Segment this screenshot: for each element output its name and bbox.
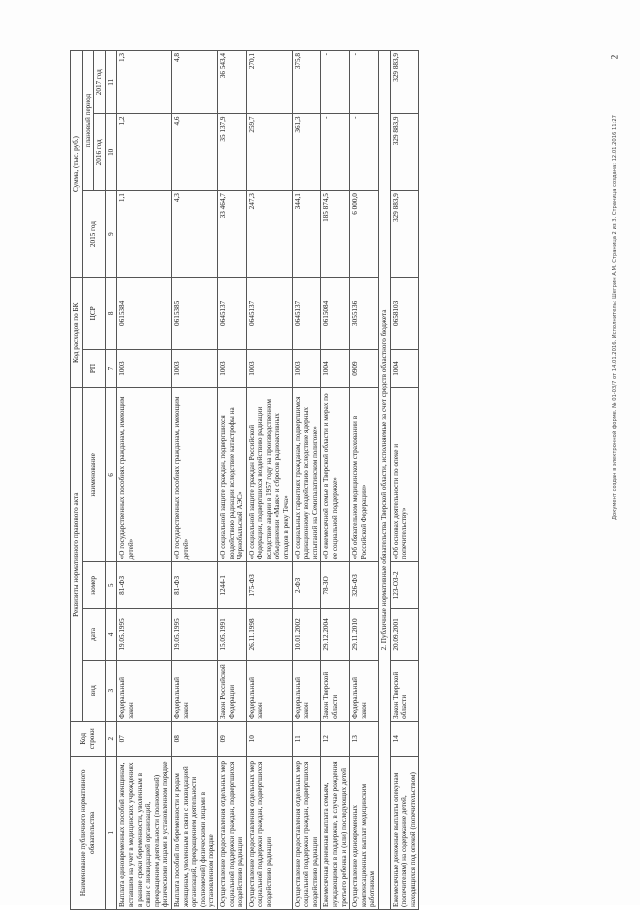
row-sum-2016: 329 883,9 bbox=[390, 114, 419, 191]
section2-body bbox=[379, 51, 391, 910]
row-act-name: «О государственных пособиях гражданам, имеющим детей» bbox=[171, 388, 217, 562]
row-sum-2016: - bbox=[350, 114, 379, 191]
table-row bbox=[217, 51, 246, 910]
col-num: 8 bbox=[105, 278, 117, 350]
row-rp: 1003 bbox=[246, 349, 292, 388]
table-row bbox=[321, 51, 350, 910]
row-num: 78-ЗО bbox=[321, 562, 350, 609]
row-csr: 0615384 bbox=[117, 278, 172, 350]
footer-note: Документ создан в электронной форме. № 01-03/7 от 14.01.2016. Исполнитель: Шегрин А.М. Страница 2 из 3. Страница создана: 12.01.2016 11:27 bbox=[612, 115, 618, 520]
page-number: 2 bbox=[608, 54, 619, 60]
section2-rows bbox=[390, 51, 419, 910]
table-row bbox=[246, 51, 292, 910]
row-sum-2015: 4,3 bbox=[171, 191, 217, 278]
col-num: 6 bbox=[105, 388, 117, 562]
row-csr: 0645137 bbox=[292, 278, 321, 350]
table-row bbox=[350, 51, 379, 910]
header-date: дата bbox=[82, 609, 105, 660]
row-act-name: «О социальной защите граждан Российской Федерации, подвергшихся воздействию радиации вследствие аварии в 1957 году на производственном объединении «Маяк» и сбросов радиоактивных отходов в реку Теча» bbox=[246, 388, 292, 562]
header-bk: Код расходов по БК bbox=[71, 278, 83, 388]
row-code: 14 bbox=[390, 721, 419, 756]
row-vid: Закон Тверской области bbox=[390, 660, 419, 721]
row-rp: 1004 bbox=[390, 349, 419, 388]
header-2017: 2017 год bbox=[94, 51, 106, 114]
header-2016: 2016 год bbox=[94, 114, 106, 191]
col-num: 4 bbox=[105, 609, 117, 660]
table-row bbox=[117, 51, 172, 910]
row-rp: 0909 bbox=[350, 349, 379, 388]
row-date: 15.05.1991 bbox=[217, 609, 246, 660]
row-act-name: «О ежемесячной семье в Тверской области и мерах по ее социальной поддержке» bbox=[321, 388, 350, 562]
row-sum-2015: 185 874,5 bbox=[321, 191, 350, 278]
col-num: 2 bbox=[105, 721, 117, 756]
row-date: 19.05.1995 bbox=[171, 609, 217, 660]
row-vid: Федеральный закон bbox=[350, 660, 379, 721]
row-vid: Закон Тверской области bbox=[321, 660, 350, 721]
header-csr: ЦСР bbox=[82, 278, 105, 350]
row-num: 123-ОЗ-2 bbox=[390, 562, 419, 609]
row-code: 10 bbox=[246, 721, 292, 756]
row-vid: Федеральный закон bbox=[292, 660, 321, 721]
row-num: 1244-1 bbox=[217, 562, 246, 609]
row-sum-2016: - bbox=[321, 114, 350, 191]
row-code: 13 bbox=[350, 721, 379, 756]
row-date: 19.05.1995 bbox=[117, 609, 172, 660]
row-csr: 0645137 bbox=[217, 278, 246, 350]
row-name: Ежемесячные денежные выплаты опекунам (попечителям) на содержание детей, находящихся под опекой (попечительством) bbox=[390, 756, 419, 909]
row-sum-2015: 329 883,9 bbox=[390, 191, 419, 278]
row-date: 10.01.2002 bbox=[292, 609, 321, 660]
row-act-name: «Об обязательном медицинском страховании в Российской Федерации» bbox=[350, 388, 379, 562]
row-date: 26.11.1998 bbox=[246, 609, 292, 660]
row-csr: 0615084 bbox=[321, 278, 350, 350]
row-csr: 3055136 bbox=[350, 278, 379, 350]
header-plan: плановый период bbox=[82, 51, 94, 191]
row-sum-2017: - bbox=[350, 51, 379, 114]
header-sum: Сумма, (тыс. руб.) bbox=[71, 51, 83, 278]
row-vid: Федеральный закон bbox=[171, 660, 217, 721]
row-sum-2016: 259,7 bbox=[246, 114, 292, 191]
row-sum-2015: 6 000,0 bbox=[350, 191, 379, 278]
row-name: Осуществление предоставления отдельных мер социальной поддержки граждан, подвергшихся воздействию радиации bbox=[292, 756, 321, 909]
row-sum-2017: 329 883,9 bbox=[390, 51, 419, 114]
row-rp: 1004 bbox=[321, 349, 350, 388]
header-2015: 2015 год bbox=[82, 191, 105, 278]
row-name: Выплата единовременных пособий женщинам, вставшим на учет в медицинских учреждениях в ранние сроки беременности, уволенным в связи с ликвидацией организаций, прекращением деятельности (полномочий) физическими лицами в установленном порядке bbox=[117, 756, 172, 909]
row-sum-2016: 35 137,9 bbox=[217, 114, 246, 191]
row-num: 2-ФЗ bbox=[292, 562, 321, 609]
row-num: 81-ФЗ bbox=[117, 562, 172, 609]
header-row-1 bbox=[71, 51, 83, 910]
row-vid: Федеральный закон bbox=[246, 660, 292, 721]
row-csr: 0645137 bbox=[246, 278, 292, 350]
header-name: Наименование публичного нормативного обязательства bbox=[71, 756, 106, 909]
row-act-name: «О социальных гарантиях гражданам, подвергшимся радиационному воздействию вследствие ядерных испытаний на Семипалатинском полигоне» bbox=[292, 388, 321, 562]
section1-body bbox=[117, 51, 379, 910]
row-name: Осуществление предоставления отдельных мер социальной поддержки граждан, подвергшихся воздействию радиации bbox=[217, 756, 246, 909]
row-rp: 1003 bbox=[292, 349, 321, 388]
row-name: Выплата пособий по беременности и родам женщинам, уволенным в связи с ликвидацией организаций, прекращением деятельности (полномочий) физическими лицами в установленном порядке bbox=[171, 756, 217, 909]
row-date: 29.11.2010 bbox=[350, 609, 379, 660]
row-num: 81-ФЗ bbox=[171, 562, 217, 609]
header-code: Код строки bbox=[71, 721, 106, 756]
row-csr: 0615385 bbox=[171, 278, 217, 350]
row-sum-2017: 1,3 bbox=[117, 51, 172, 114]
row-rp: 1003 bbox=[217, 349, 246, 388]
obligations-table bbox=[70, 50, 419, 910]
row-sum-2015: 1,1 bbox=[117, 191, 172, 278]
col-num: 1 bbox=[105, 756, 117, 909]
row-num: 326-ФЗ bbox=[350, 562, 379, 609]
row-rp: 1003 bbox=[171, 349, 217, 388]
row-date: 29.12.2004 bbox=[321, 609, 350, 660]
row-sum-2017: 270,1 bbox=[246, 51, 292, 114]
section2-title: 2. Публичные нормативные обязательства Тверской области, исполняемые за счет средств областного бюджета bbox=[379, 51, 391, 910]
header-vid: вид bbox=[82, 660, 105, 721]
row-code: 11 bbox=[292, 721, 321, 756]
row-sum-2017: - bbox=[321, 51, 350, 114]
table-row bbox=[292, 51, 321, 910]
col-num: 11 bbox=[105, 51, 117, 114]
header-rp: РП bbox=[82, 349, 105, 388]
row-sum-2015: 247,3 bbox=[246, 191, 292, 278]
col-num: 9 bbox=[105, 191, 117, 278]
row-sum-2017: 4,8 bbox=[171, 51, 217, 114]
row-sum-2016: 361,3 bbox=[292, 114, 321, 191]
header-act-name: наименование bbox=[82, 388, 105, 562]
row-vid: Закон Российской Федерации bbox=[217, 660, 246, 721]
row-act-name: «Об основах деятельности по опеке и попечительству» bbox=[390, 388, 419, 562]
table-row bbox=[390, 51, 419, 910]
row-sum-2016: 4,6 bbox=[171, 114, 217, 191]
row-sum-2017: 375,8 bbox=[292, 51, 321, 114]
row-sum-2017: 36 543,4 bbox=[217, 51, 246, 114]
row-date: 20.09.2001 bbox=[390, 609, 419, 660]
rotated-table-container bbox=[70, 50, 550, 910]
row-num: 175-ФЗ bbox=[246, 562, 292, 609]
row-csr: 0658103 bbox=[390, 278, 419, 350]
row-code: 07 bbox=[117, 721, 172, 756]
header-num: номер bbox=[82, 562, 105, 609]
column-numbers-row bbox=[105, 51, 117, 910]
row-sum-2015: 344,1 bbox=[292, 191, 321, 278]
section2-heading-row bbox=[379, 51, 391, 910]
row-sum-2015: 33 464,7 bbox=[217, 191, 246, 278]
row-name: Осуществление единовременных компенсационных выплат медицинским работникам bbox=[350, 756, 379, 909]
table-row bbox=[171, 51, 217, 910]
row-code: 12 bbox=[321, 721, 350, 756]
header-requisites: Реквизиты нормативного правового акта bbox=[71, 388, 83, 721]
col-num: 3 bbox=[105, 660, 117, 721]
col-num: 7 bbox=[105, 349, 117, 388]
row-code: 08 bbox=[171, 721, 217, 756]
col-num: 5 bbox=[105, 562, 117, 609]
row-act-name: «О государственных пособиях гражданам, имеющим детей» bbox=[117, 388, 172, 562]
row-vid: Федеральный закон bbox=[117, 660, 172, 721]
row-sum-2016: 1,2 bbox=[117, 114, 172, 191]
col-num: 10 bbox=[105, 114, 117, 191]
row-name: Ежемесячная денежная выплата семьям, нуждающимся в поддержке, в случае рождения третьего ребенка и (или) последующих детей bbox=[321, 756, 350, 909]
row-act-name: «О социальной защите граждан, подвергшихся воздействию радиации вследствие катастрофы на Чернобыльской АЭС» bbox=[217, 388, 246, 562]
row-name: Осуществление предоставления отдельных мер социальной поддержки граждан, подвергшихся воздействию радиации bbox=[246, 756, 292, 909]
row-code: 09 bbox=[217, 721, 246, 756]
row-rp: 1003 bbox=[117, 349, 172, 388]
